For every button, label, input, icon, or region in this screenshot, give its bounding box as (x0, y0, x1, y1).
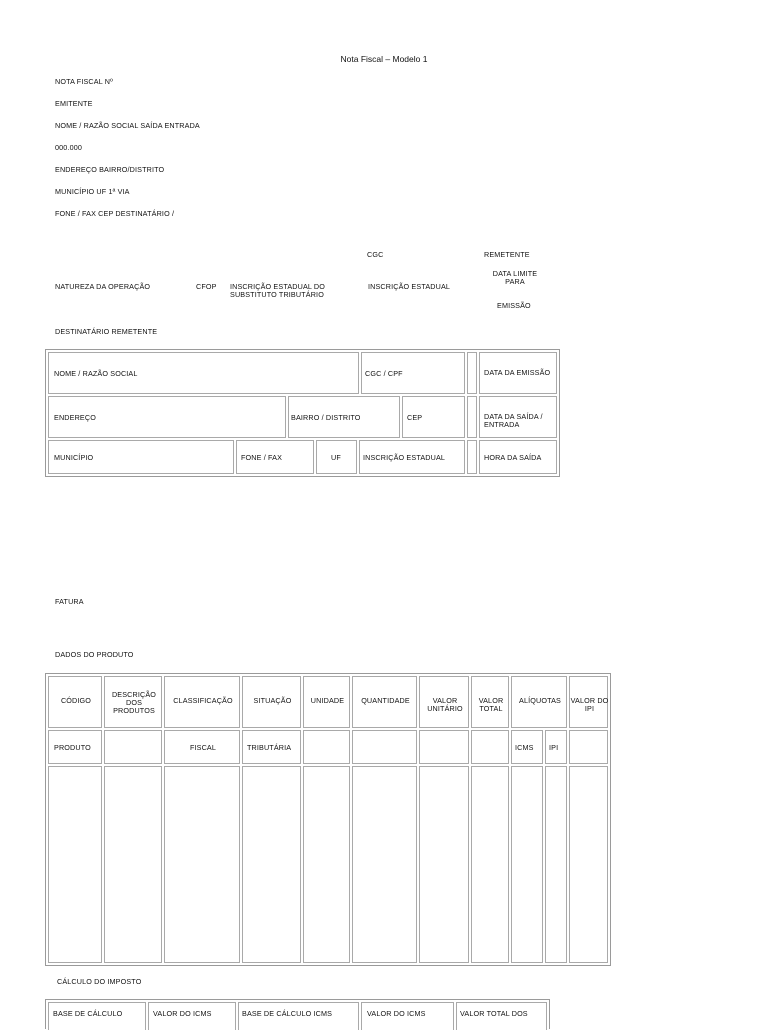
cell-data-emissao (479, 352, 557, 394)
header-line-nota-fiscal: NOTA FISCAL Nº (55, 77, 113, 86)
label-cfop: CFOP (196, 282, 217, 291)
cell-hora-saida-label: HORA DA SAÍDA (484, 453, 542, 462)
cell-cep-label: CEP (407, 413, 423, 422)
cell-fone-fax-label: FONE / FAX (241, 453, 283, 462)
col-valor-unitario-label: VALOR UNITÁRIO (427, 696, 463, 713)
label-inscricao-substituto: INSCRIÇÃO ESTADUAL DO SUBSTITUTO TRIBUTÁRIO (230, 282, 326, 299)
sub-ipi-label: IPI (549, 743, 559, 752)
col-descricao-label: DESCRIÇÃO DOS PRODUTOS (111, 690, 157, 715)
cell-valor-total-dos-label: VALOR TOTAL DOS (460, 1009, 528, 1018)
label-emissao: EMISSÃO (497, 301, 531, 310)
sub-ipi (545, 730, 567, 764)
col-codigo-label: CÓDIGO (60, 696, 92, 705)
cell-base-calculo (48, 1002, 146, 1030)
imposto-heading: CÁLCULO DO IMPOSTO (57, 977, 142, 986)
cell-endereco-label: ENDEREÇO (54, 413, 96, 422)
col-classificacao (164, 676, 240, 728)
cell-valor-icms-2-label: VALOR DO ICMS (367, 1009, 426, 1018)
header-line-fone: FONE / FAX CEP DESTINATÁRIO / (55, 209, 175, 218)
produto-heading: DADOS DO PRODUTO (55, 650, 134, 659)
cell-data-saida-label: DATA DA SAÍDA / ENTRADA (484, 412, 543, 429)
cell-cgc-cpf-label: CGC / CPF (365, 369, 403, 378)
body-cell (352, 766, 417, 963)
cell-base-calculo-icms-label: BASE DE CÁLCULO ICMS (242, 1009, 333, 1018)
cell-valor-icms-2 (361, 1002, 454, 1030)
document-title: Nota Fiscal – Modelo 1 (340, 54, 428, 64)
cell-data-saida (479, 396, 557, 438)
cell-bairro (288, 396, 400, 438)
col-quantidade-label: QUANTIDADE (361, 696, 410, 705)
label-remetente: REMETENTE (484, 250, 530, 259)
label-natureza-operacao: NATUREZA DA OPERAÇÃO (55, 282, 151, 291)
cell-fone-fax (236, 440, 314, 474)
cell-bairro-label: BAIRRO / DISTRITO (291, 413, 361, 422)
cell-endereco (48, 396, 286, 438)
sub-empty (569, 730, 608, 764)
body-cell (511, 766, 543, 963)
imposto-table (45, 999, 550, 1029)
col-situacao-label: SITUAÇÃO (253, 696, 292, 705)
sub-fiscal-label: FISCAL (189, 743, 217, 752)
col-valor-unitario (419, 676, 469, 728)
sub-empty (352, 730, 417, 764)
fatura-heading: FATURA (55, 597, 84, 606)
cell-nome (48, 352, 359, 394)
body-cell (104, 766, 162, 963)
col-valor-total-label: VALOR TOTAL (478, 696, 504, 713)
cell-separator (467, 352, 477, 394)
cell-valor-icms (148, 1002, 236, 1030)
header-line-nome: NOME / RAZÃO SOCIAL SAÍDA ENTRADA (55, 121, 200, 130)
sub-empty (104, 730, 162, 764)
col-unidade-label: UNIDADE (310, 696, 345, 705)
col-situacao (242, 676, 301, 728)
cell-municipio (48, 440, 234, 474)
sub-fiscal (164, 730, 240, 764)
cell-cgc-cpf (361, 352, 465, 394)
sub-tributaria (242, 730, 301, 764)
label-data-limite: DATA LIMITE PARA (492, 269, 538, 286)
body-cell (419, 766, 469, 963)
col-aliquotas (511, 676, 567, 728)
cell-base-calculo-icms (238, 1002, 359, 1030)
body-cell (471, 766, 509, 963)
cell-base-calculo-label: BASE DE CÁLCULO (53, 1009, 123, 1018)
sub-empty (471, 730, 509, 764)
body-cell (545, 766, 567, 963)
body-cell (569, 766, 608, 963)
cell-valor-total-dos (456, 1002, 547, 1030)
cell-municipio-label: MUNICÍPIO (54, 453, 94, 462)
body-cell (303, 766, 350, 963)
header-line-endereco: ENDEREÇO BAIRRO/DISTRITO (55, 165, 165, 174)
sub-produto (48, 730, 102, 764)
col-valor-total (471, 676, 509, 728)
sub-tributaria-label: TRIBUTÁRIA (247, 743, 292, 752)
cell-data-emissao-label: DATA DA EMISSÃO (484, 368, 551, 377)
header-line-numero: 000.000 (55, 143, 83, 152)
col-quantidade (352, 676, 417, 728)
col-valor-ipi (569, 676, 608, 728)
cell-inscricao-estadual-label: INSCRIÇÃO ESTADUAL (363, 453, 446, 462)
sub-produto-label: PRODUTO (54, 743, 91, 752)
destinatario-heading: DESTINATÁRIO REMETENTE (55, 327, 158, 336)
sub-icms (511, 730, 543, 764)
label-inscricao-estadual: INSCRIÇÃO ESTADUAL (368, 282, 451, 291)
label-cgc: CGC (367, 250, 384, 259)
cell-separator (467, 440, 477, 474)
cell-uf-label: UF (331, 453, 341, 462)
col-codigo (48, 676, 102, 728)
cell-uf (316, 440, 357, 474)
cell-separator (467, 396, 477, 438)
cell-cep (402, 396, 465, 438)
produto-table (45, 673, 611, 966)
cell-inscricao-estadual (359, 440, 465, 474)
sub-empty (303, 730, 350, 764)
header-line-municipio: MUNICÍPIO UF 1ª VIA (55, 187, 130, 196)
cell-hora-saida (479, 440, 557, 474)
col-aliquotas-label: ALÍQUOTAS (519, 696, 561, 705)
body-cell (48, 766, 102, 963)
col-valor-ipi-label: VALOR DO IPI (570, 696, 609, 713)
body-cell (164, 766, 240, 963)
col-descricao (104, 676, 162, 728)
col-unidade (303, 676, 350, 728)
body-cell (242, 766, 301, 963)
header-line-emitente: EMITENTE (55, 99, 93, 108)
sub-empty (419, 730, 469, 764)
destinatario-table (45, 349, 560, 477)
col-classificacao-label: CLASSIFICAÇÃO (173, 696, 233, 705)
cell-nome-label: NOME / RAZÃO SOCIAL (54, 369, 138, 378)
sub-icms-label: ICMS (515, 743, 534, 752)
cell-valor-icms-label: VALOR DO ICMS (153, 1009, 212, 1018)
